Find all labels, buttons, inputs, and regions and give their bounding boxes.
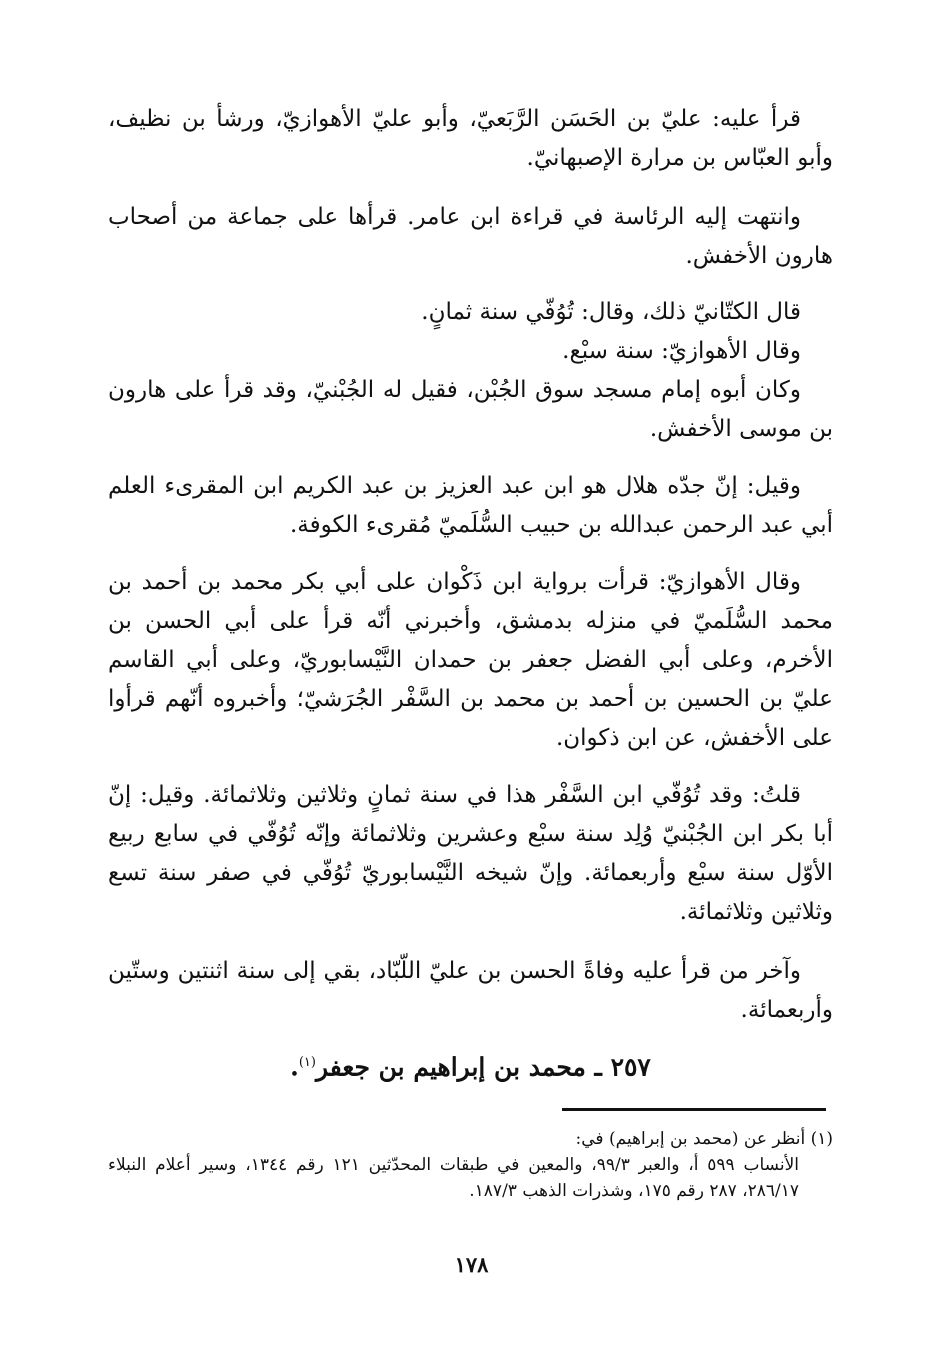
- paragraph-ahwazi-riwaya: وقال الأهوازيّ: قرأت برواية ابن ذَكْوان على أبي بكر محمد بن أحمد بن محمد السُّلَميّ في منزله بدمشق، وأخبرني أنّه قرأ على أبي الحسن بن الأخرم، وعلى أبي الفضل جعفر بن حمدان النَّيْسابوريّ، وعلى أبي القاسم عليّ بن الحسين بن أحمد بن محمد بن السَّفْر الجُرَشيّ؛ وأخبروه أنّهم قرأوا على الأخفش، عن ابن ذكوان.: [108, 569, 833, 751]
- main-text: [108, 293, 833, 449]
- footnote-divider: [562, 1108, 826, 1111]
- main-text: [108, 198, 833, 276]
- main-text: [108, 100, 833, 178]
- paragraph-qultu: قلتُ: وقد تُوُفّي ابن السَّفْر هذا في سنة ثمانٍ وثلاثين وثلاثمائة. وقيل: إنّ أبا بكر ابن الجُبْنيّ وُلِد سنة سبْع وعشرين وثلاثمائة وإنّه تُوُفّي في سابع ربيع الأوّل سنة سبْع وأربعمائة. وإنّ شيخه النَّيْسابوريّ تُوُفّي في صفر سنة تسع وثلاثين وثلاثمائة.: [108, 782, 833, 925]
- main-text: [108, 952, 833, 1030]
- main-text: [108, 563, 833, 758]
- paragraph-kattani: قال الكتّانيّ ذلك، وقال: تُوُفّي سنة ثمانٍ.: [421, 299, 801, 325]
- entry-heading-text: ٢٥٧ ـ محمد بن إبراهيم بن جعفر: [315, 1052, 651, 1082]
- main-text: [108, 467, 833, 545]
- main-text: [108, 776, 833, 932]
- footnote-marker: (١): [298, 1055, 316, 1070]
- paragraph-last-reader: وآخر من قرأ عليه وفاةً الحسن بن عليّ اللّبّاد، بقي إلى سنة اثنتين وستّين وأربعمائة.: [108, 958, 833, 1023]
- entry-heading: [108, 1043, 833, 1087]
- footnotes: [108, 1126, 833, 1204]
- paragraph-lineage: وقيل: إنّ جدّه هلال هو ابن عبد العزيز بن عبد الكريم ابن المقرىء العلم أبي عبد الرحمن عبدالله بن حبيب السُّلَميّ مُقرىء الكوفة.: [108, 473, 833, 538]
- paragraph-ahwazi-death: وقال الأهوازيّ: سنة سبْع.: [562, 338, 801, 364]
- footnote-line-2: الأنساب ٥٩٩ أ، والعبر ٩٩/٣، والمعين في طبقات المحدّثين ١٢١ رقم ١٣٤٤، وسير أعلام النبلاء ٢٨٦/١٧، ٢٨٧ رقم ١٧٥، وشذرات الذهب ١٨٧/٣.: [108, 1155, 799, 1201]
- paragraph-father: وكان أبوه إمام مسجد سوق الجُبْن، فقيل له الجُبْنيّ، وقد قرأ على هارون بن موسى الأخفش.: [108, 377, 833, 442]
- footnote-line-1: (١) أنظر عن (محمد بن إبراهيم) في:: [575, 1129, 833, 1149]
- page-number: ١٧٨: [454, 1252, 489, 1277]
- paragraph-readers: قرأ عليه: عليّ بن الحَسَن الرَّبَعيّ، وأبو عليّ الأهوازيّ، ورشأ بن نظيف، وأبو العبّاس بن مرارة الإصبهانيّ.: [108, 106, 833, 171]
- entry-heading-end: .: [290, 1052, 299, 1082]
- paragraph-riyasa: وانتهت إليه الرئاسة في قراءة ابن عامر. قرأها على جماعة من أصحاب هارون الأخفش.: [108, 204, 833, 269]
